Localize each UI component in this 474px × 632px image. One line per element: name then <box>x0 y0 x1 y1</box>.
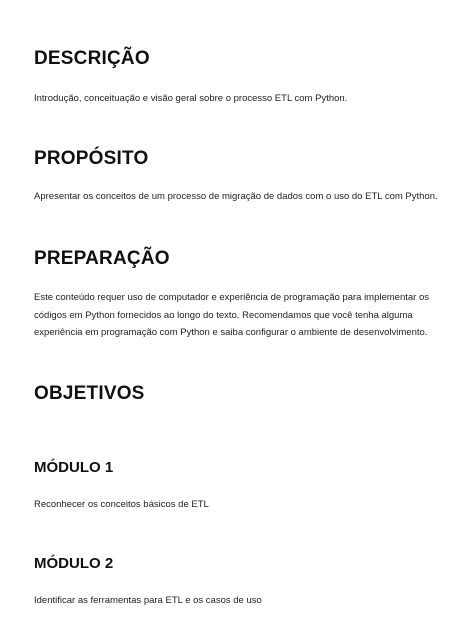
module-text-1: Reconhecer os conceitos básicos de ETL <box>34 499 209 510</box>
section-text-proposito: Apresentar os conceitos de um processo de migração de dados com o uso do ETL com Python. <box>34 191 438 202</box>
section-title-descricao: DESCRIÇÃO <box>34 48 150 69</box>
section-title-proposito: PROPÓSITO <box>34 148 149 169</box>
module-text-2: Identificar as ferramentas para ETL e os casos de uso <box>34 595 262 606</box>
section-title-objetivos: OBJETIVOS <box>34 383 145 404</box>
section-text-descricao: Introdução, conceituação e visão geral sobre o processo ETL com Python. <box>34 93 348 104</box>
module-title-1: MÓDULO 1 <box>34 459 114 476</box>
section-text-preparacao: Este conteúdo requer uso de computador e experiência de programação para implementar os códigos em Python fornecidos ao longo do texto. Recomendamos que você tenha alguma experiência em programação com Python e saiba configurar o ambiente de desenvolvimento. <box>34 292 430 338</box>
module-title-2: MÓDULO 2 <box>34 555 114 572</box>
section-title-preparacao: PREPARAÇÃO <box>34 248 170 269</box>
